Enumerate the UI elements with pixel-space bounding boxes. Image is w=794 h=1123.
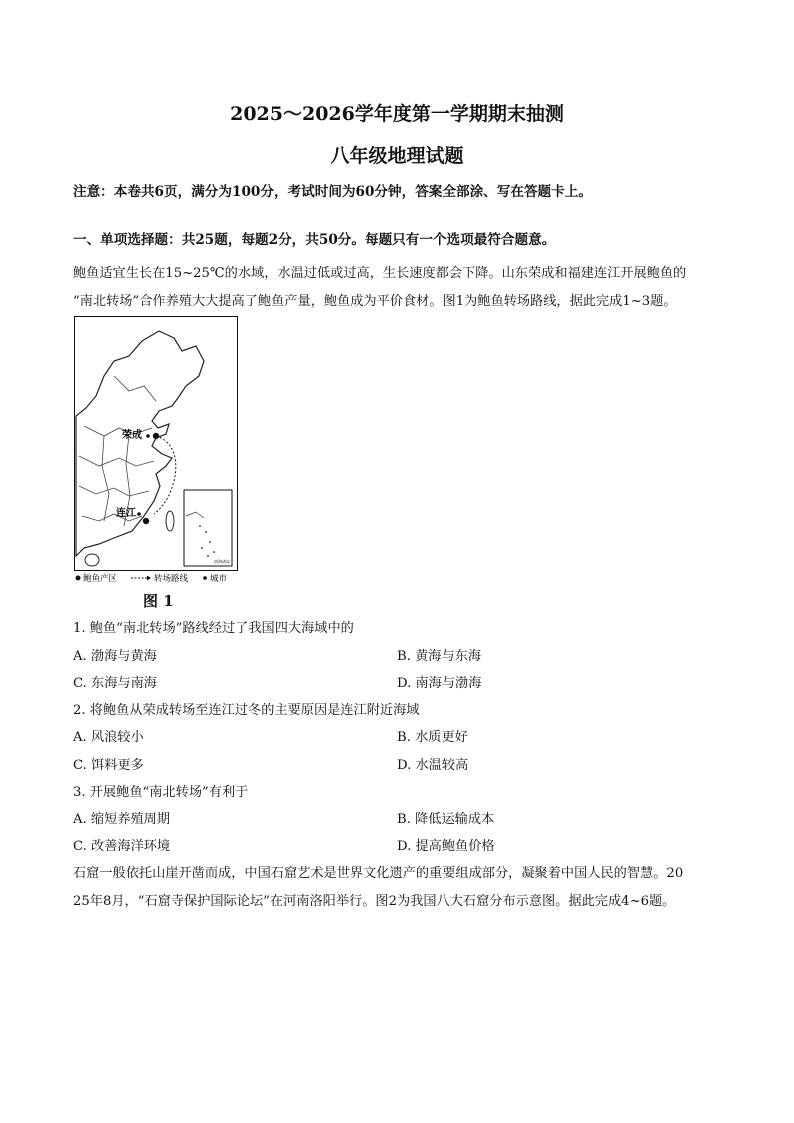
q2-option-d: D. 水温较高 <box>397 758 469 773</box>
q2-option-b: B. 水质更好 <box>397 730 468 745</box>
exam-notice: 注意：本卷共6页，满分为100分，考试时间为60分钟，答案全部涂、写在答题卡上。 <box>73 184 592 200</box>
q1-option-d: D. 南海与渤海 <box>397 676 482 691</box>
production-area-rongcheng <box>153 433 159 439</box>
q3-option-b: B. 降低运输成本 <box>397 812 495 827</box>
exam-title: 2025～2026学年度第一学期期末抽测 <box>230 103 564 125</box>
city-label-rongcheng: 荣成 <box>122 430 142 441</box>
question-1-stem: 1. 鲍鱼“南北转场”路线经过了我国四大海域中的 <box>73 621 354 636</box>
legend-city-icon <box>203 576 207 580</box>
question-3-stem: 3. 开展鲍鱼“南北转场”有利于 <box>73 785 249 800</box>
passage1-line2: “南北转场”合作养殖大大提高了鲍鱼产量，鲍鱼成为平价食材。图1为鲍鱼转场路线，据此完成1~3题。 <box>73 294 677 309</box>
legend-city-label: 城市 <box>210 574 228 584</box>
q3-option-c: C. 改善海洋环境 <box>73 839 171 854</box>
q3-option-d: D. 提高鲍鱼价格 <box>397 839 495 854</box>
legend-area-icon <box>76 576 81 581</box>
legend-area-label: 鲍鱼产区 <box>83 574 118 584</box>
q2-option-c: C. 饵料更多 <box>73 758 144 773</box>
south-sea-inset <box>184 490 232 566</box>
inset-label: 南海诸岛 <box>214 559 230 564</box>
q1-option-a: A. 渤海与黄海 <box>73 649 157 664</box>
city-dot-rongcheng <box>146 434 150 438</box>
city-dot-lianjiang <box>137 512 141 516</box>
passage1-line1: 鲍鱼适宜生长在15~25℃的水域，水温过低或过高，生长速度都会下降。山东荣成和福建连江开展鲍鱼的 <box>73 266 687 281</box>
passage2-line1: 石窟一般依托山崖开凿而成，中国石窟艺术是世界文化遗产的重要组成部分，凝聚着中国人民的智慧。20 <box>73 866 684 881</box>
passage2-line2: 25年8月，“石窟寺保护国际论坛”在河南洛阳举行。图2为我国八大石窟分布示意图。据此完成4~6题。 <box>73 894 676 909</box>
figure-1-caption: 图 1 <box>143 592 174 610</box>
q3-option-a: A. 缩短养殖周期 <box>73 812 171 827</box>
production-area-lianjiang <box>143 518 149 524</box>
q1-option-c: C. 东海与南海 <box>73 676 157 691</box>
exam-subtitle: 八年级地理试题 <box>330 145 464 167</box>
q2-option-a: A. 风浪较小 <box>73 730 144 745</box>
city-label-lianjiang: 连江 <box>116 508 136 519</box>
section-heading: 一、单项选择题：共25题，每题2分，共50分。每题只有一个选项最符合题意。 <box>73 232 556 248</box>
question-2-stem: 2. 将鲍鱼从荣成转场至连江过冬的主要原因是连江附近海域 <box>73 703 420 718</box>
legend-route-label: 转场路线 <box>154 574 189 584</box>
map-figure-1 <box>74 316 238 585</box>
q1-option-b: B. 黄海与东海 <box>397 649 482 664</box>
